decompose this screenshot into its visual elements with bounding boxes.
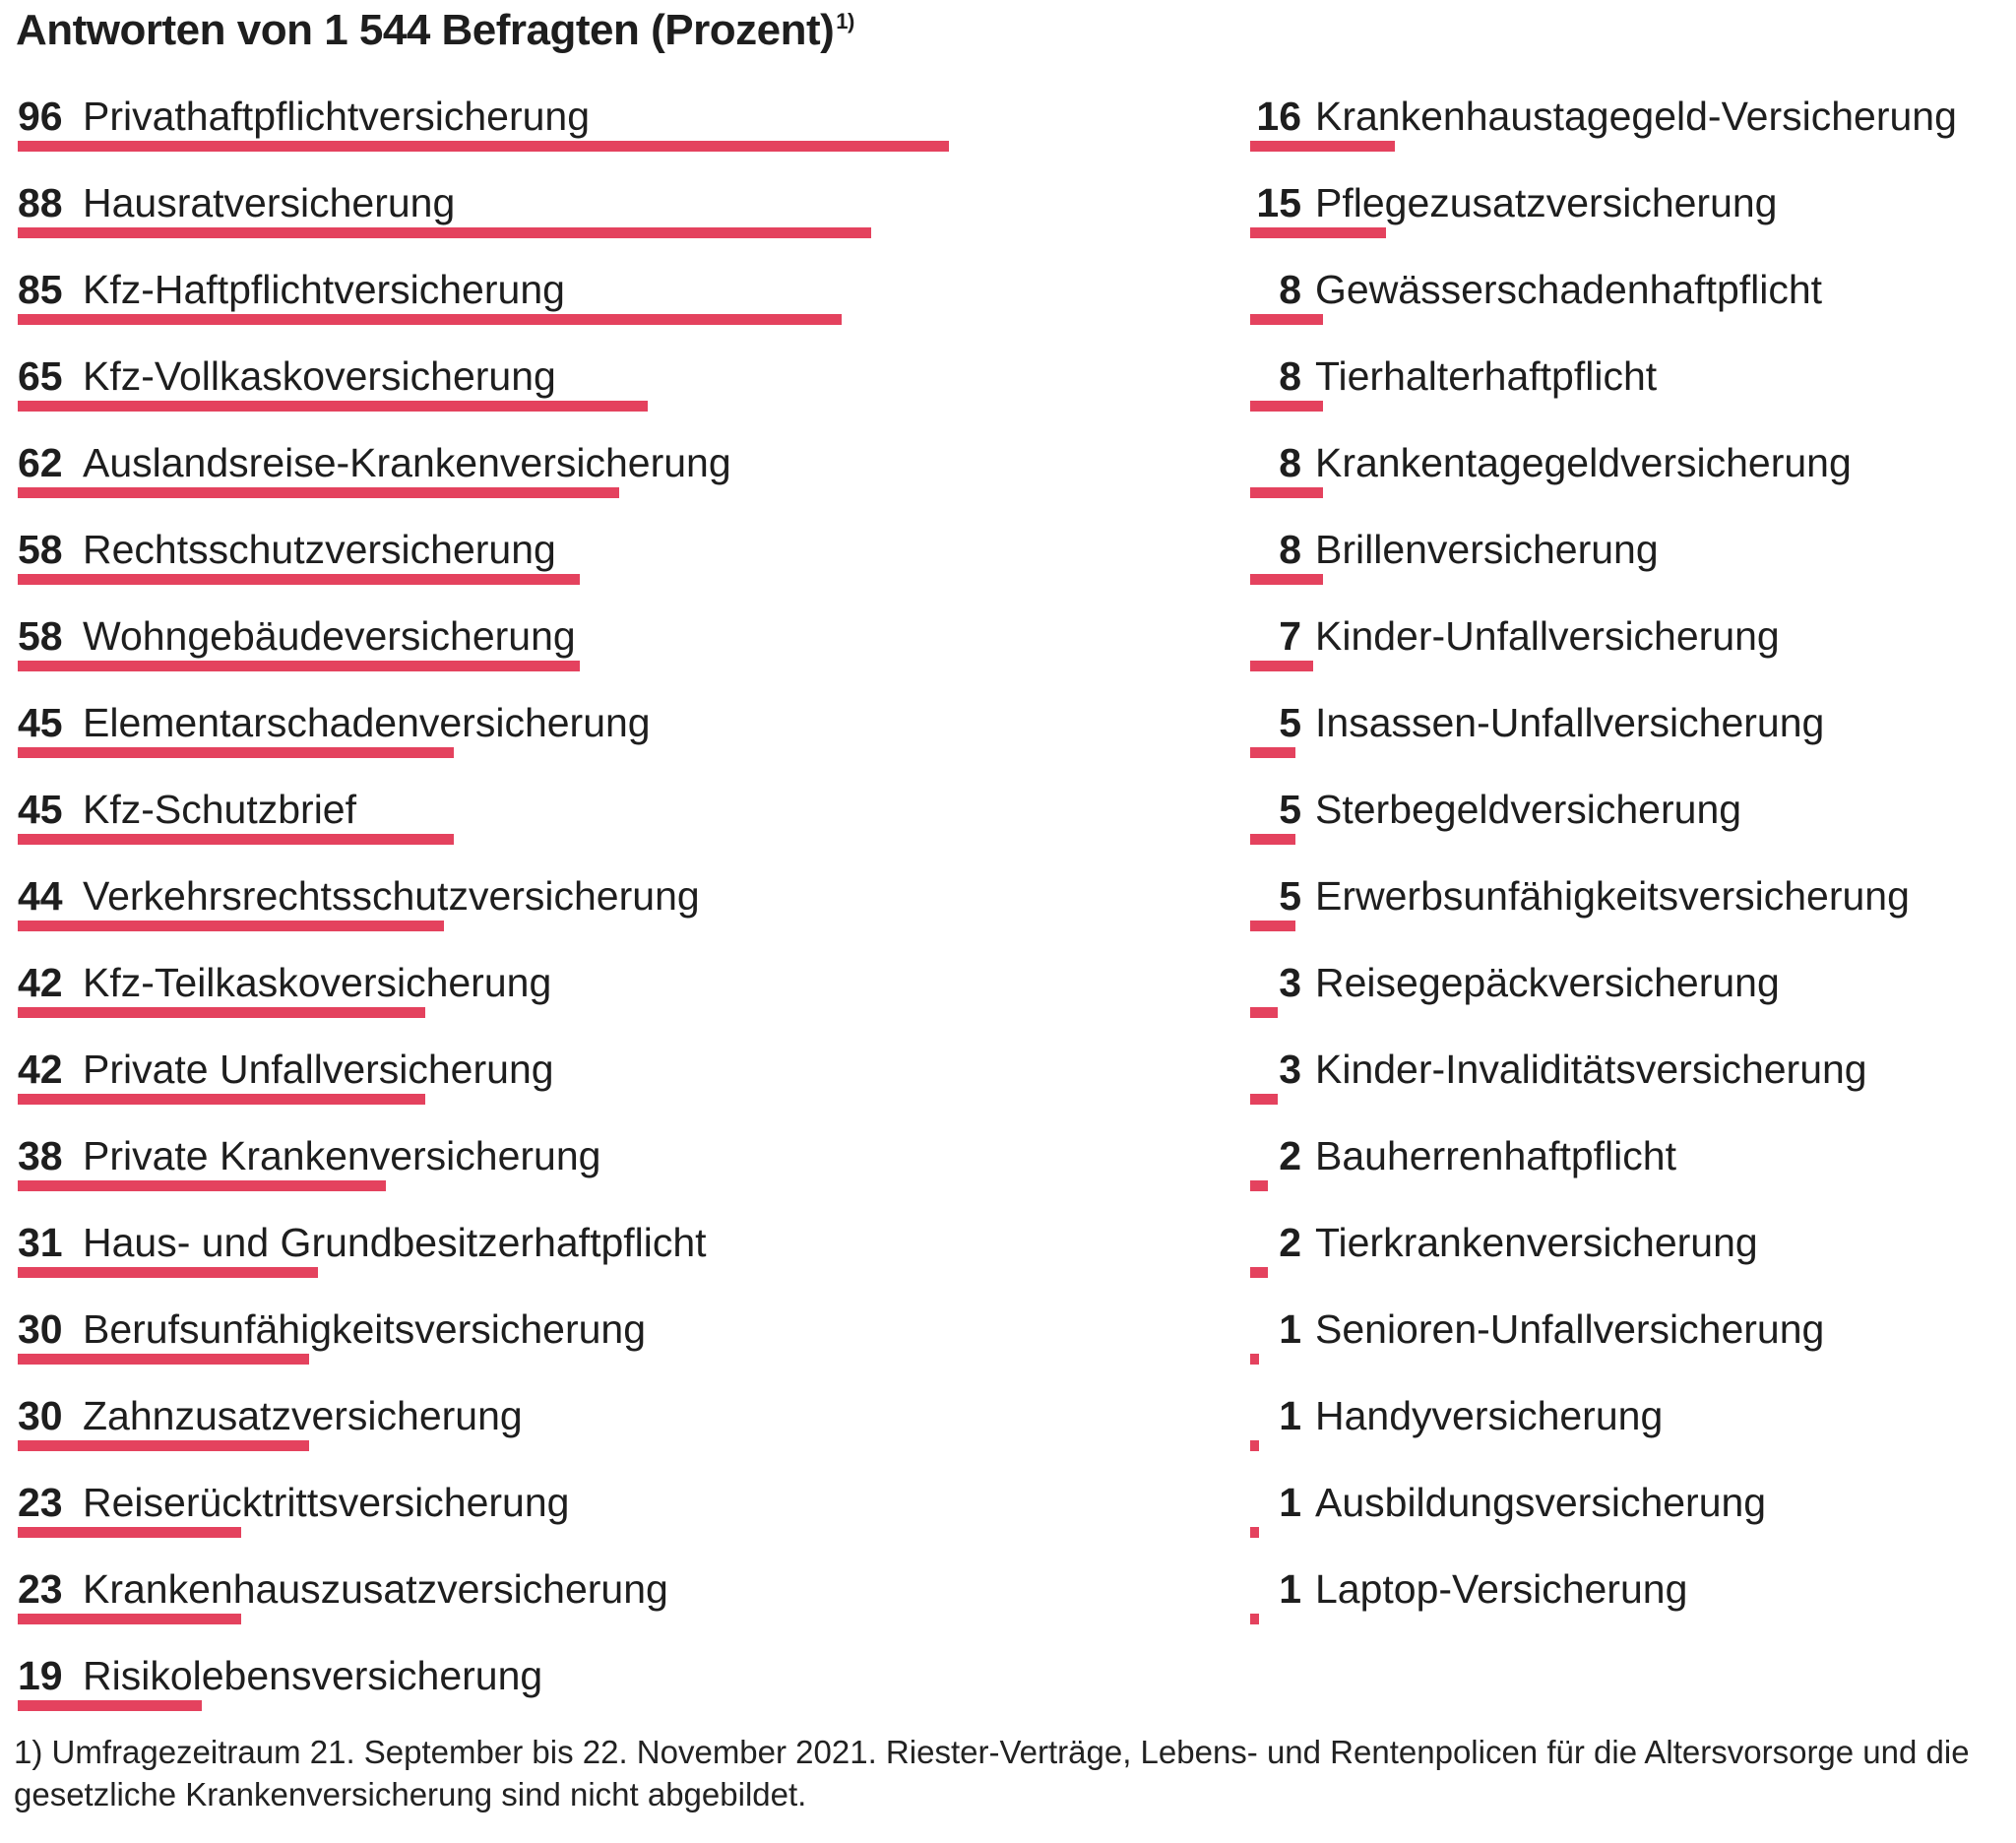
bar-category-label: Berufsunfähigkeitsversicherung [83, 1306, 647, 1352]
bar-category-label: Ausbildungsversicherung [1315, 1480, 1767, 1525]
bar-value-label: 1 [1279, 1480, 1301, 1525]
bar [18, 487, 619, 498]
footnote-marker: 1) [836, 9, 854, 34]
bar-category-label: Erwerbsunfähigkeitsversicherung [1315, 873, 1910, 919]
bar-value-label: 8 [1279, 267, 1301, 312]
bar [18, 1354, 309, 1365]
bar [1250, 747, 1295, 758]
bar [18, 834, 454, 845]
bar-category-label: Senioren-Unfallversicherung [1315, 1306, 1825, 1352]
bar-label [18, 433, 731, 492]
chart-title [16, 6, 854, 55]
bar-label [1250, 953, 1780, 1012]
bar-label [18, 1040, 554, 1099]
bar-label [18, 87, 590, 146]
bar-value-label: 1 [1279, 1393, 1301, 1438]
bar-label [1250, 1126, 1676, 1185]
bar-label [18, 1213, 707, 1272]
bar [1250, 487, 1323, 498]
bar-category-label: Private Unfallversicherung [83, 1047, 554, 1092]
bar-label [18, 1646, 542, 1705]
bar-value-label: 31 [18, 1220, 63, 1265]
bar-value-label: 38 [18, 1133, 63, 1178]
bar-category-label: Kfz-Vollkaskoversicherung [83, 353, 556, 399]
bar-label [1250, 1040, 1867, 1099]
bar-category-label: Kfz-Teilkaskoversicherung [83, 960, 552, 1005]
bar-label [1250, 347, 1657, 406]
bar-value-label: 3 [1279, 1047, 1301, 1092]
bar-value-label: 30 [18, 1393, 63, 1438]
bar-label [1250, 866, 1910, 925]
bar-category-label: Sterbegeldversicherung [1315, 787, 1742, 832]
bar-value-label: 45 [18, 787, 63, 832]
bar-label [18, 606, 576, 666]
bar [1250, 1007, 1278, 1018]
bar [18, 1700, 202, 1711]
bar [1250, 574, 1323, 585]
bar [1250, 227, 1386, 238]
bar-category-label: Elementarschadenversicherung [83, 700, 651, 745]
bar-label [1250, 173, 1777, 232]
bar-label [18, 347, 556, 406]
bar-label [18, 173, 455, 232]
bar-value-label: 8 [1279, 353, 1301, 399]
bar [18, 1267, 318, 1278]
bar-category-label: Krankentagegeldversicherung [1315, 440, 1852, 485]
bar [18, 401, 648, 412]
bar-label [18, 693, 651, 752]
bar [1250, 1440, 1259, 1451]
bar-category-label: Reiserücktrittsversicherung [83, 1480, 570, 1525]
bar-value-label: 23 [18, 1480, 63, 1525]
bar-value-label: 5 [1279, 873, 1301, 919]
bar-category-label: Pflegezusatzversicherung [1315, 180, 1778, 225]
bar-label [18, 1126, 600, 1185]
bar-category-label: Bauherrenhaftpflicht [1315, 1133, 1676, 1178]
bar-label [1250, 1559, 1687, 1619]
bar-value-label: 58 [18, 527, 63, 572]
bar-label [1250, 780, 1741, 839]
bar-value-label: 8 [1279, 527, 1301, 572]
bar [18, 1094, 425, 1105]
bar-value-label: 96 [18, 94, 63, 139]
bar-label [18, 520, 556, 579]
bar-value-label: 58 [18, 613, 63, 659]
bar-label [18, 1559, 668, 1619]
bar-value-label: 88 [18, 180, 63, 225]
bar-value-label: 8 [1279, 440, 1301, 485]
bar-value-label: 65 [18, 353, 63, 399]
bar-label [1250, 87, 1957, 146]
bar-category-label: Auslandsreise-Krankenversicherung [83, 440, 731, 485]
bar-category-label: Handyversicherung [1315, 1393, 1664, 1438]
bar [1250, 1614, 1259, 1624]
bar-label [18, 1473, 569, 1532]
bar-label [1250, 1386, 1663, 1445]
bar-label [1250, 1300, 1824, 1359]
bar [18, 314, 842, 325]
bar-category-label: Tierhalterhaftpflicht [1315, 353, 1658, 399]
bar-label [1250, 260, 1822, 319]
bar [18, 661, 580, 671]
bar-value-label: 5 [1279, 700, 1301, 745]
bar [1250, 1094, 1278, 1105]
bar-value-label: 3 [1279, 960, 1301, 1005]
bar-category-label: Wohngebäudeversicherung [83, 613, 576, 659]
bar [18, 1440, 309, 1451]
bar-label [1250, 433, 1852, 492]
bar-category-label: Zahnzusatzversicherung [83, 1393, 523, 1438]
bar-category-label: Privathaftpflichtversicherung [83, 94, 591, 139]
bar-label [1250, 693, 1824, 752]
bar-category-label: Hausratversicherung [83, 180, 456, 225]
bar [18, 227, 871, 238]
bar-value-label: 16 [1256, 94, 1301, 139]
bar-value-label: 23 [18, 1566, 63, 1612]
bar-category-label: Kfz-Haftpflichtversicherung [83, 267, 565, 312]
bar-value-label: 5 [1279, 787, 1301, 832]
bar-category-label: Gewässerschadenhaftpflicht [1315, 267, 1823, 312]
bar-label [18, 953, 551, 1012]
bar [18, 574, 580, 585]
bar-value-label: 45 [18, 700, 63, 745]
bar-category-label: Insassen-Unfallversicherung [1315, 700, 1825, 745]
bar-label [18, 1300, 646, 1359]
bar-value-label: 2 [1279, 1133, 1301, 1178]
bar [1250, 1267, 1268, 1278]
bar-value-label: 1 [1279, 1306, 1301, 1352]
bar-label [18, 866, 700, 925]
bar-category-label: Verkehrsrechtsschutzversicherung [83, 873, 700, 919]
bar [18, 1007, 425, 1018]
bar-category-label: Krankenhauszusatzversicherung [83, 1566, 668, 1612]
bar-category-label: Krankenhaustagegeld-Versicherung [1315, 94, 1957, 139]
bar [1250, 314, 1323, 325]
bar-category-label: Kinder-Invaliditätsversicherung [1315, 1047, 1867, 1092]
footnote: 1) Umfragezeitraum 21. September bis 22. November 2021. Riester-Verträge, Lebens- und Rentenpolicen für die Altersvorsorge und die gesetzliche Krankenversicherung sind nicht abgebildet. [14, 1734, 1970, 1812]
bar [18, 921, 444, 931]
bar-value-label: 1 [1279, 1566, 1301, 1612]
bar-category-label: Rechtsschutzversicherung [83, 527, 556, 572]
bar-value-label: 15 [1256, 180, 1301, 225]
bar-value-label: 44 [18, 873, 63, 919]
bar [1250, 1354, 1259, 1365]
bar-category-label: Risikolebensversicherung [83, 1653, 543, 1698]
bar-value-label: 42 [18, 1047, 63, 1092]
bar-category-label: Private Krankenversicherung [83, 1133, 601, 1178]
bar-category-label: Reisegepäckversicherung [1315, 960, 1780, 1005]
bar [18, 1614, 241, 1624]
bar-category-label: Kinder-Unfallversicherung [1315, 613, 1780, 659]
bar-label [18, 780, 356, 839]
bar-value-label: 7 [1279, 613, 1301, 659]
bar-label [1250, 1473, 1766, 1532]
bar-value-label: 19 [18, 1653, 63, 1698]
bar-value-label: 2 [1279, 1220, 1301, 1265]
bar-value-label: 85 [18, 267, 63, 312]
bar [1250, 401, 1323, 412]
bar [1250, 661, 1313, 671]
bar [1250, 834, 1295, 845]
bar-label [1250, 1213, 1758, 1272]
bar-category-label: Tierkrankenversicherung [1315, 1220, 1758, 1265]
bar-category-label: Laptop-Versicherung [1315, 1566, 1688, 1612]
bar-category-label: Kfz-Schutzbrief [83, 787, 356, 832]
bar [18, 141, 949, 152]
bar-label [18, 260, 565, 319]
bar-value-label: 30 [18, 1306, 63, 1352]
bar [18, 747, 454, 758]
chart-title-text: Antworten von 1 544 Befragten (Prozent) [16, 6, 835, 54]
bar-label [1250, 520, 1659, 579]
bar-label [18, 1386, 523, 1445]
bar-label [1250, 606, 1780, 666]
bar [18, 1180, 386, 1191]
bar [1250, 1527, 1259, 1538]
bar [1250, 141, 1395, 152]
bar-category-label: Brillenversicherung [1315, 527, 1659, 572]
bar-category-label: Haus- und Grundbesitzerhaftpflicht [83, 1220, 707, 1265]
bar [18, 1527, 241, 1538]
bar-value-label: 42 [18, 960, 63, 1005]
bar [1250, 1180, 1268, 1191]
bar [1250, 921, 1295, 931]
bar-value-label: 62 [18, 440, 63, 485]
